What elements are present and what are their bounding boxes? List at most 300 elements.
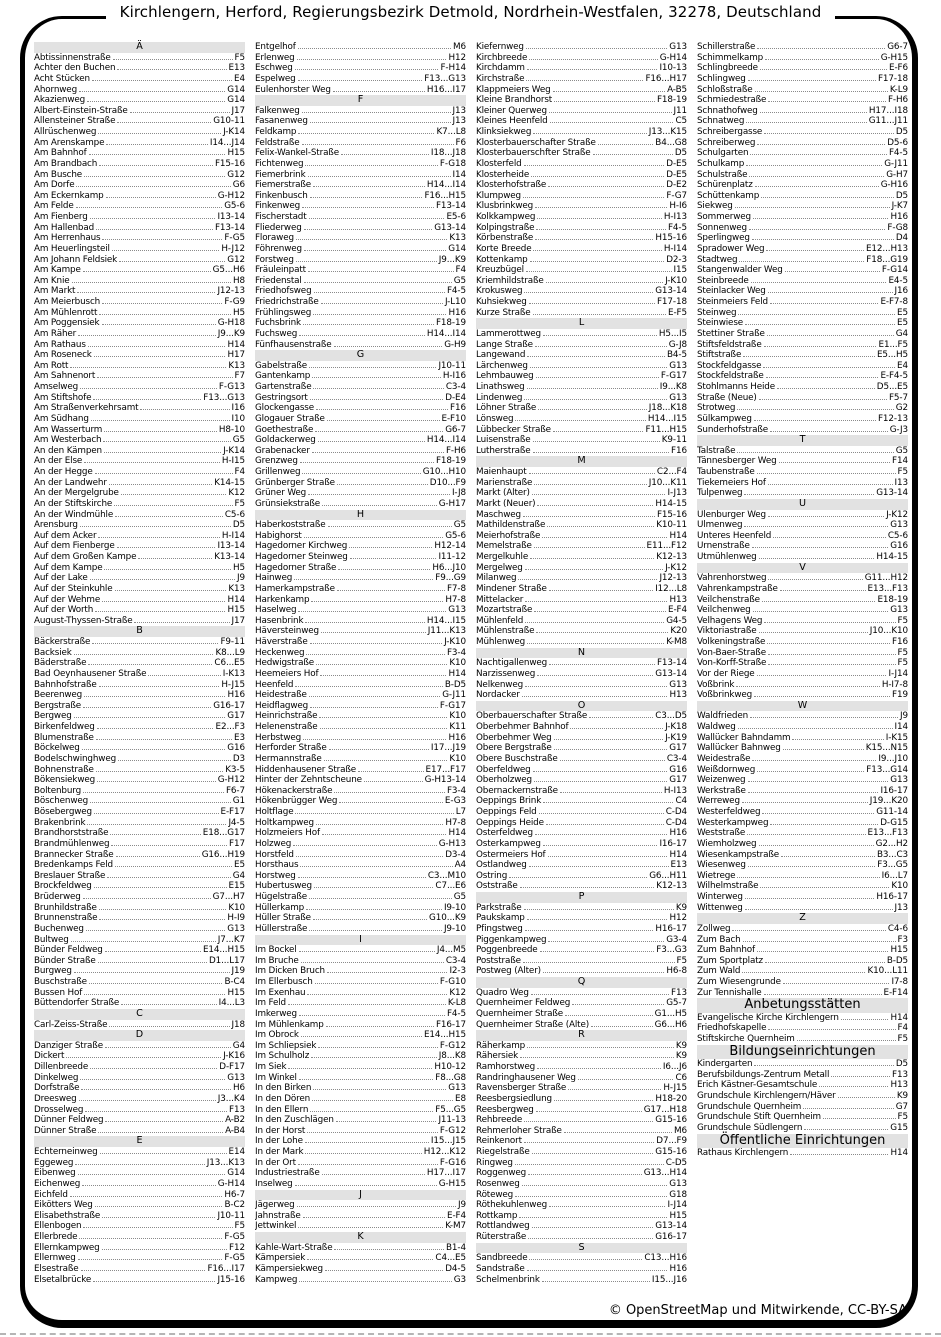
street-name: Steinweg: [697, 307, 737, 318]
index-entry: [255, 998, 466, 1009]
grid-reference: I14: [894, 722, 908, 732]
index-entry: [697, 371, 908, 382]
leader-dots: [130, 112, 230, 113]
street-name: Horstweg: [255, 870, 296, 881]
grid-reference: K3-5: [225, 764, 245, 775]
index-entry: [476, 563, 687, 574]
grid-reference: G2...H2: [875, 838, 908, 849]
grid-reference: K13: [449, 233, 466, 244]
index-entry: [34, 1200, 245, 1211]
index-entry: [34, 85, 245, 96]
grid-reference: F3...G5: [877, 860, 908, 871]
leader-dots: [524, 165, 665, 166]
street-name: Wallücker Bahnweg: [697, 743, 781, 754]
index-entry: [34, 552, 245, 563]
leader-dots: [737, 452, 893, 453]
street-name: Grundschule Stift Quernheim: [697, 1112, 821, 1123]
index-entry: [697, 138, 908, 149]
index-entry: [697, 935, 908, 946]
street-name: Heenfeld: [255, 679, 294, 690]
leader-dots: [327, 420, 440, 421]
index-entry: [697, 42, 908, 53]
leader-dots: [288, 1068, 432, 1069]
leader-dots: [785, 271, 880, 272]
leader-dots: [319, 717, 447, 718]
grid-reference: G4-5: [666, 615, 687, 626]
index-entry: [476, 1200, 687, 1211]
index-entry: [34, 106, 245, 117]
leader-dots: [768, 101, 886, 102]
leader-dots: [780, 590, 866, 591]
leader-dots: [350, 558, 437, 559]
leader-dots: [533, 452, 669, 453]
street-name: Stangenwalder Weg: [697, 265, 783, 276]
index-entry: [34, 892, 245, 903]
leader-dots: [337, 590, 445, 591]
street-name: Röteweg: [476, 1189, 514, 1200]
grid-reference: G1...H5: [654, 1008, 687, 1019]
leader-dots: [540, 951, 655, 952]
leader-dots: [107, 877, 230, 878]
leader-dots: [529, 303, 655, 304]
street-name: Rähersiek: [476, 1051, 519, 1062]
index-entry: [34, 1243, 245, 1254]
leader-dots: [308, 271, 454, 272]
street-name: Ostermeiers Hof: [476, 849, 546, 860]
leader-dots: [80, 388, 217, 389]
index-entry: [255, 74, 466, 85]
leader-dots: [77, 292, 215, 293]
leader-dots: [565, 1015, 653, 1016]
leader-dots: [534, 484, 647, 485]
street-name: Zum Sportplatz: [697, 955, 763, 966]
grid-reference: F-H6: [887, 95, 908, 106]
street-name: Am Rott: [34, 360, 69, 371]
index-entry: [697, 775, 908, 786]
grid-reference: K13: [228, 583, 245, 594]
leader-dots: [336, 1121, 437, 1122]
index-entry: [476, 818, 687, 829]
leader-dots: [526, 271, 672, 272]
index-entry: [34, 180, 245, 191]
index-entry: [255, 371, 466, 382]
street-name: Am Südhang: [34, 413, 89, 424]
leader-dots: [334, 792, 445, 793]
grid-reference: H6: [232, 1083, 245, 1094]
street-name: Am Westerbach: [34, 435, 102, 446]
index-entry: [476, 1158, 687, 1169]
grid-reference: J-K7: [891, 201, 908, 212]
index-entry: [255, 116, 466, 127]
grid-reference: F5: [897, 615, 908, 626]
leader-dots: [543, 335, 657, 336]
index-entry: [697, 573, 908, 584]
index-entry: [255, 212, 466, 223]
grid-reference: F13: [671, 987, 687, 998]
grid-reference: C3-4: [445, 382, 466, 392]
grid-reference: F17: [229, 838, 245, 849]
index-entry: [697, 595, 908, 606]
index-entry: [255, 1062, 466, 1073]
street-name: Vahrenkampstraße: [697, 583, 778, 594]
index-entry: [34, 201, 245, 212]
street-name: Schillerstraße: [697, 42, 756, 52]
street-name: Herforder Straße: [255, 743, 327, 754]
leader-dots: [770, 431, 888, 432]
leader-dots: [743, 941, 896, 942]
leader-dots: [82, 1185, 215, 1186]
grid-reference: F-G12: [439, 1040, 466, 1051]
index-entry: [34, 786, 245, 797]
grid-reference: G2: [895, 403, 908, 414]
grid-reference: H-I14: [663, 243, 687, 254]
street-name: Kämpersiek: [255, 1253, 306, 1264]
grid-reference: E-F4-5: [880, 371, 908, 382]
street-name: Erlenweg: [255, 52, 295, 63]
grid-reference: G-H9: [444, 339, 466, 350]
leader-dots: [306, 654, 444, 655]
street-name: Schulgarten: [697, 148, 749, 159]
street-name: Poststraße: [476, 955, 521, 966]
leader-dots: [106, 144, 208, 145]
grid-reference: F15-16: [214, 158, 245, 169]
index-entry: [697, 63, 908, 74]
grid-reference: G-H14: [659, 52, 687, 63]
index-entry: [255, 42, 466, 53]
leader-dots: [70, 1196, 223, 1197]
index-entry: [697, 892, 908, 903]
grid-reference: F16: [892, 637, 908, 647]
street-name: Am Straßenverkehrsamt: [34, 403, 139, 414]
street-name: Brakenbrink: [34, 817, 86, 828]
grid-reference: A-B2: [225, 1115, 245, 1126]
index-entry: [255, 818, 466, 829]
leader-dots: [316, 664, 447, 665]
index-entry: [34, 754, 245, 765]
index-entry: [476, 382, 687, 393]
leader-dots: [542, 537, 667, 538]
street-name: Danziger Straße: [34, 1040, 103, 1051]
index-entry: [255, 435, 466, 446]
leader-dots: [364, 781, 423, 782]
index-entry: [255, 499, 466, 510]
grid-reference: A-B4: [225, 1125, 245, 1136]
street-name: Glogauer Straße: [255, 413, 325, 424]
grid-reference: J13: [894, 902, 908, 913]
index-entry: [34, 648, 245, 659]
leader-dots: [523, 516, 655, 517]
grid-reference: H5: [232, 562, 245, 573]
index-entry: [34, 605, 245, 616]
grid-reference: H14: [890, 1012, 908, 1023]
leader-dots: [546, 282, 663, 283]
leader-dots: [773, 537, 886, 538]
grid-reference: K13: [228, 360, 245, 371]
street-name: Mathildenstraße: [476, 520, 546, 531]
grid-reference: G17: [227, 711, 245, 722]
grid-reference: J-K19: [665, 732, 687, 743]
street-name: Heemeiers Hof: [255, 668, 319, 679]
grid-reference: H7-8: [445, 817, 466, 828]
street-name: Bodelschwinghweg: [34, 753, 117, 764]
street-name: Stadtweg: [697, 254, 738, 265]
grid-reference: J-K10: [665, 275, 687, 286]
grid-reference: E5: [897, 307, 908, 318]
leader-dots: [341, 154, 429, 155]
index-entry: [476, 1062, 687, 1073]
index-entry: [255, 1126, 466, 1137]
street-name: Am Markt: [34, 286, 76, 297]
index-entry: [476, 733, 687, 744]
leader-dots: [838, 1097, 895, 1098]
street-name: Hüller Straße: [255, 913, 311, 924]
index-entry: [697, 212, 908, 223]
grid-reference: H17...I17: [426, 1168, 466, 1179]
street-name: An der Windmühle: [34, 509, 114, 520]
grid-reference: F-H6: [445, 445, 466, 456]
grid-reference: D3: [232, 753, 245, 764]
grid-reference: H7-8: [445, 594, 466, 605]
index-entry: [697, 180, 908, 191]
street-name: Grundschule Kirchlengern/Häver: [697, 1091, 836, 1101]
street-name: Ulmenweg: [697, 520, 743, 531]
street-name: Dreesweg: [34, 1093, 77, 1104]
grid-reference: F3-4: [446, 647, 466, 658]
grid-reference: C3-4: [445, 955, 466, 966]
street-name: Bredenkamps Feld: [34, 860, 113, 871]
street-name: Oststraße: [476, 881, 518, 892]
index-entry: [255, 191, 466, 202]
street-name: Tulpenweg: [697, 488, 743, 499]
leader-dots: [313, 919, 427, 920]
grid-reference: H14: [227, 339, 245, 350]
grid-reference: H6...J10: [432, 562, 466, 573]
grid-reference: G5-6: [224, 201, 245, 212]
leader-dots: [527, 356, 665, 357]
index-entry: [255, 1041, 466, 1052]
grid-reference: G14: [448, 243, 466, 254]
street-name: Schürenplatz: [697, 180, 753, 191]
leader-dots: [87, 101, 225, 102]
leader-dots: [530, 558, 654, 559]
leader-dots: [310, 1111, 433, 1112]
street-name: Schelmenbrink: [476, 1274, 540, 1285]
street-name: Riegelstraße: [476, 1147, 530, 1157]
street-name: Bäderstraße: [34, 658, 87, 669]
street-name: Am Hallenbad: [34, 222, 95, 233]
index-entry: [34, 807, 245, 818]
street-name: Piggenkampweg: [476, 934, 547, 945]
index-entry: [34, 361, 245, 372]
grid-reference: F12: [229, 1242, 245, 1253]
grid-reference: F5: [897, 658, 908, 669]
street-name: Kolkkampweg: [476, 212, 536, 222]
street-name: Weißdornweg: [697, 764, 756, 775]
grid-reference: H10-12: [434, 1062, 466, 1072]
leader-dots: [302, 144, 454, 145]
leader-dots: [118, 760, 231, 761]
leader-dots: [553, 91, 666, 92]
grid-reference: G13-14: [876, 488, 908, 499]
grid-reference: F16...I17: [207, 1263, 245, 1274]
grid-reference: B-D5: [886, 955, 908, 966]
street-name: Werreweg: [697, 796, 740, 807]
grid-reference: G13: [669, 392, 687, 403]
section-header: Öffentliche Einrichtungen: [697, 1134, 908, 1149]
street-name: Erich Kästner-Gesamtschule: [697, 1080, 818, 1091]
grid-reference: H5: [232, 307, 245, 318]
street-name: Roggenweg: [476, 1168, 527, 1179]
leader-dots: [304, 229, 433, 230]
grid-reference: H14-15: [876, 552, 908, 562]
index-entry: [255, 765, 466, 776]
street-name: Dünner Straße: [34, 1125, 97, 1136]
leader-dots: [509, 877, 647, 878]
street-name: Allrüschenweg: [34, 127, 97, 137]
grid-reference: K9: [675, 1040, 687, 1051]
grid-reference: I-J14: [667, 1200, 687, 1211]
street-name: Kahle-Wart-Straße: [255, 1242, 333, 1253]
index-entry: [255, 361, 466, 372]
grid-reference: I17...J19: [430, 743, 466, 754]
leader-dots: [349, 547, 432, 548]
street-name: Quernheimer Feldweg: [476, 998, 571, 1009]
grid-reference: G13: [448, 605, 466, 616]
index-entry: [476, 467, 687, 478]
grid-reference: E4: [234, 73, 245, 84]
leader-dots: [93, 399, 201, 400]
leader-dots: [102, 239, 222, 240]
grid-reference: D-G15: [880, 817, 908, 828]
leader-dots: [82, 749, 226, 750]
index-entry: [476, 1094, 687, 1105]
street-name: Taubenstraße: [697, 467, 755, 477]
street-name: Habighorst: [255, 530, 302, 541]
street-name: Sperlingweg: [697, 233, 750, 244]
leader-dots: [299, 1079, 433, 1080]
leader-dots: [94, 356, 226, 357]
street-name: Kampweg: [255, 1274, 298, 1285]
leader-dots: [757, 144, 885, 145]
street-name: Sonnenweg: [697, 222, 747, 233]
leader-dots: [537, 218, 662, 219]
index-entry: [476, 1264, 687, 1275]
street-name: Horsthaus: [255, 860, 299, 871]
street-name: Mergelweg: [476, 562, 523, 573]
grid-reference: I-K13: [222, 668, 245, 679]
leader-dots: [547, 526, 654, 527]
leader-dots: [299, 951, 435, 952]
index-entry: [255, 945, 466, 956]
index-entry: [34, 53, 245, 64]
street-name: Markt (Alter): [476, 488, 530, 499]
leader-dots: [321, 632, 426, 633]
street-name: Industriestraße: [255, 1168, 320, 1179]
index-entry: [476, 488, 687, 499]
street-name: Häverstraße: [255, 637, 308, 647]
leader-dots: [288, 1004, 446, 1005]
leader-dots: [322, 505, 437, 506]
leader-dots: [560, 792, 662, 793]
street-name: Bahnhofstraße: [34, 679, 97, 690]
street-name: Hüllerkamp: [255, 902, 305, 913]
index-entry: [34, 690, 245, 701]
street-name: Lammerottweg: [476, 328, 541, 339]
street-name: Jettwinkel: [255, 1221, 297, 1232]
leader-dots: [302, 473, 420, 474]
index-entry: [34, 191, 245, 202]
index-entry: [476, 828, 687, 839]
leader-dots: [790, 1154, 888, 1155]
leader-dots: [314, 292, 445, 293]
street-name: Am Poggensiek: [34, 318, 100, 329]
leader-dots: [770, 824, 878, 825]
grid-reference: I14: [452, 169, 466, 180]
street-name: Auf dem Großen Kampe: [34, 552, 137, 562]
leader-dots: [79, 91, 225, 92]
grid-reference: I6...J6: [662, 1062, 687, 1072]
grid-reference: D10...F9: [429, 477, 466, 488]
grid-reference: C5: [675, 116, 687, 127]
street-name: Am Kampe: [34, 265, 81, 276]
street-name: Winterweg: [697, 892, 743, 902]
index-entry: [255, 467, 466, 478]
street-name: Feldkamp: [255, 127, 297, 137]
grid-reference: D7...F9: [656, 1136, 687, 1147]
leader-dots: [768, 516, 884, 517]
street-name: Auf der Worth: [34, 605, 94, 616]
leader-dots: [81, 1089, 231, 1090]
index-entry: [476, 340, 687, 351]
index-entry: [697, 308, 908, 319]
street-name: Hagedorner Kirchweg: [255, 541, 348, 552]
street-name: Am Wasserturm: [34, 424, 103, 435]
index-entry: [34, 297, 245, 308]
street-name: Röthekuhlenweg: [476, 1200, 548, 1211]
leader-dots: [752, 760, 876, 761]
leader-dots: [112, 250, 220, 251]
grid-reference: F13...G14: [866, 764, 908, 775]
index-entry: [476, 329, 687, 340]
grid-reference: H14...I14: [426, 180, 466, 191]
grid-reference: H12: [669, 913, 687, 924]
leader-dots: [554, 1100, 653, 1101]
leader-dots: [140, 409, 229, 410]
leader-dots: [295, 813, 453, 814]
grid-reference: E-G3: [444, 796, 466, 807]
street-name: Obernackernstraße: [476, 785, 558, 796]
street-name: In der Mark: [255, 1147, 304, 1157]
street-name: Im Dicken Bruch: [255, 966, 325, 977]
street-name: Ulenburger Weg: [697, 509, 766, 520]
street-name: Sandbreede: [476, 1253, 528, 1264]
index-entry: [34, 212, 245, 223]
index-entry: [34, 1094, 245, 1105]
street-name: Lehmbauweg: [476, 371, 534, 382]
grid-reference: G15: [890, 1122, 908, 1133]
leader-dots: [305, 1153, 421, 1154]
leader-dots: [522, 696, 668, 697]
street-name: Rottlandweg: [476, 1221, 530, 1232]
index-entry: [255, 265, 466, 276]
street-name: Am Sahnenort: [34, 371, 96, 382]
street-name: Luisenstraße: [476, 435, 531, 446]
leader-dots: [80, 526, 231, 527]
grid-reference: H6-8: [666, 966, 687, 977]
index-entry: [255, 839, 466, 850]
index-entry: [34, 435, 245, 446]
leader-dots: [96, 229, 213, 230]
